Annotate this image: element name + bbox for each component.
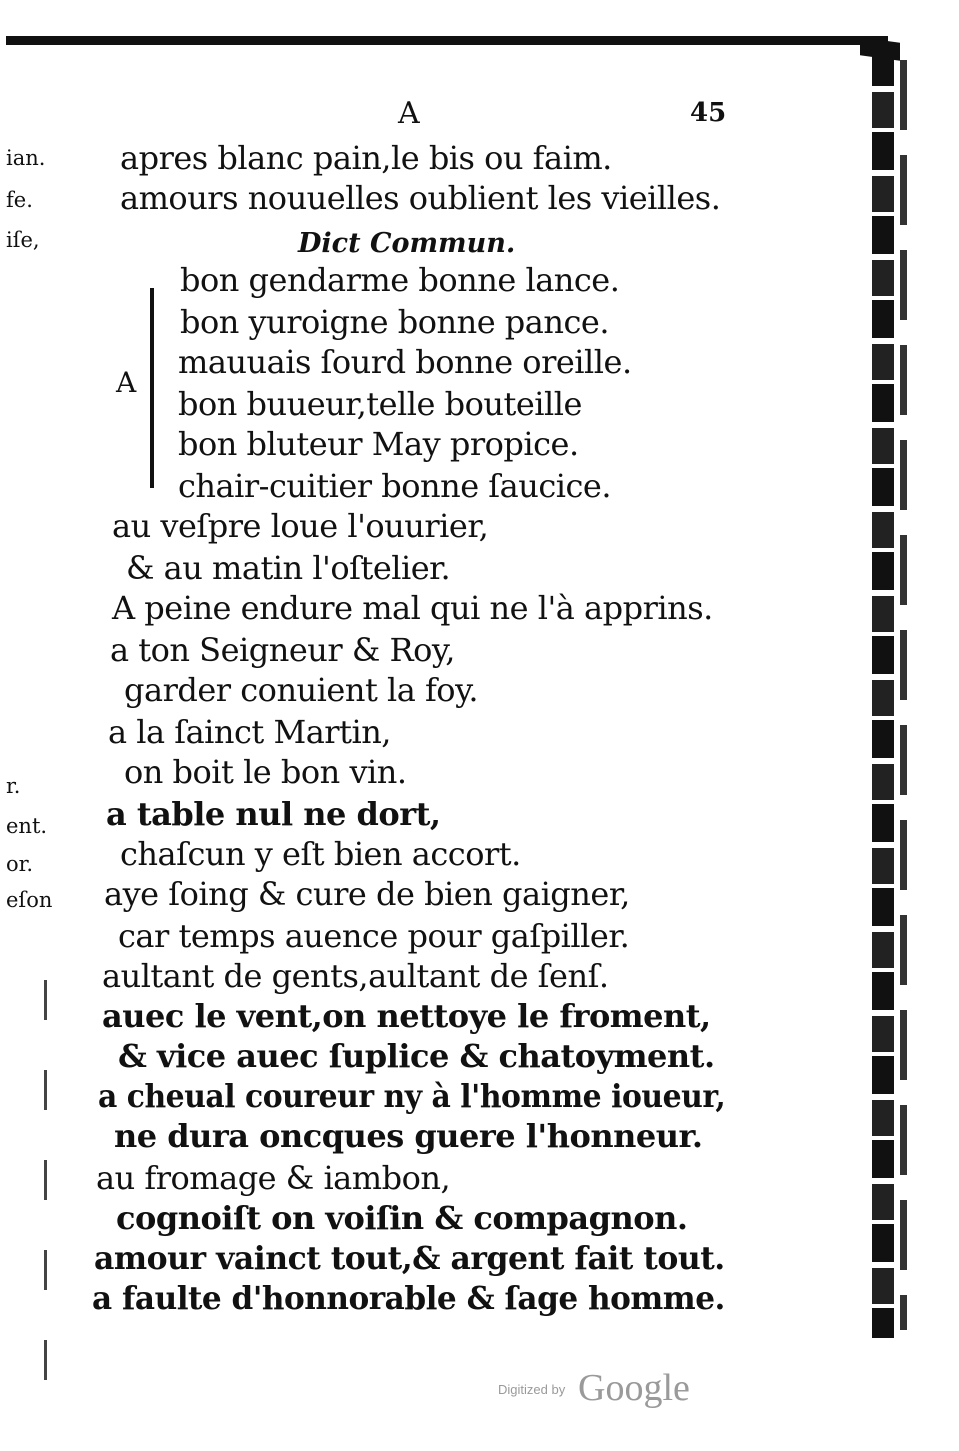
text-line: & au matin l'oſtelier.: [126, 549, 451, 587]
text-line: amour vainct tout,& argent fait tout.: [94, 1239, 725, 1277]
bracket-bar: [150, 288, 154, 488]
text-line: chaſcun y eſt bien accort.: [120, 835, 521, 873]
digitized-label: Digitized by: [498, 1382, 566, 1397]
margin-fragment: ian.: [6, 146, 46, 170]
top-rule: [6, 36, 888, 45]
text-line: au fromage & iambon,: [96, 1159, 451, 1197]
text-line: a table nul ne dort,: [106, 795, 441, 833]
google-watermark: Google: [578, 1367, 690, 1409]
text-line: aultant de gents,aultant de ſenſ.: [102, 957, 609, 995]
text-line: amours nouuelles oublient les vieilles.: [120, 179, 721, 217]
bracket-line: chair-cuitier bonne ſaucice.: [178, 467, 612, 505]
text-line: car temps auence pour gaſpiller.: [118, 917, 630, 955]
text-line: ne dura oncques guere l'honneur.: [114, 1117, 703, 1155]
section-heading: Dict Commun.: [298, 228, 516, 259]
text-line: aye ſoing & cure de bien gaigner,: [104, 875, 630, 913]
margin-fragment: iſe,: [6, 228, 40, 252]
text-line: on boit le bon vin.: [124, 753, 407, 791]
margin-fragment: fe.: [6, 188, 33, 212]
text-line: auec le vent,on nettoye le froment,: [102, 997, 711, 1035]
text-line: au veſpre loue l'ouurier,: [112, 507, 489, 545]
text-line: garder conuient la foy.: [124, 671, 479, 709]
left-page-edge: [44, 980, 47, 1400]
right-page-edge-inner: [900, 60, 907, 1330]
bracket-line: mauuais ſourd bonne oreille.: [178, 343, 632, 381]
text-line: a cheual coureur ny à l'homme ioueur,: [98, 1077, 726, 1115]
margin-fragment: or.: [6, 852, 34, 876]
signature-mark: A: [398, 96, 420, 131]
bracket-letter: A: [116, 366, 137, 399]
bracket-line: bon gendarme bonne lance.: [180, 261, 620, 299]
bracket-line: bon buueur,telle bouteille: [178, 385, 582, 423]
text-line: a faulte d'honnorable & ſage homme.: [92, 1279, 725, 1317]
bracket-line: bon yuroigne bonne pance.: [180, 303, 609, 341]
text-line: a ton Seigneur & Roy,: [110, 631, 455, 669]
text-line: a la ſainct Martin,: [108, 713, 391, 751]
page-number: 45: [690, 98, 727, 128]
right-page-edge: [872, 48, 894, 1338]
margin-fragment: eſon: [6, 888, 53, 912]
text-line: cognoiſt on voiſin & compagnon.: [116, 1199, 688, 1237]
margin-fragment: ent.: [6, 814, 48, 838]
text-line: & vice auec ſuplice & chatoyment.: [118, 1037, 715, 1075]
margin-fragment: r.: [6, 774, 21, 798]
bracket-line: bon bluteur May propice.: [178, 425, 579, 463]
text-line: apres blanc pain,le bis ou faim.: [120, 139, 612, 177]
text-line: A peine endure mal qui ne l'à apprins.: [112, 589, 713, 627]
